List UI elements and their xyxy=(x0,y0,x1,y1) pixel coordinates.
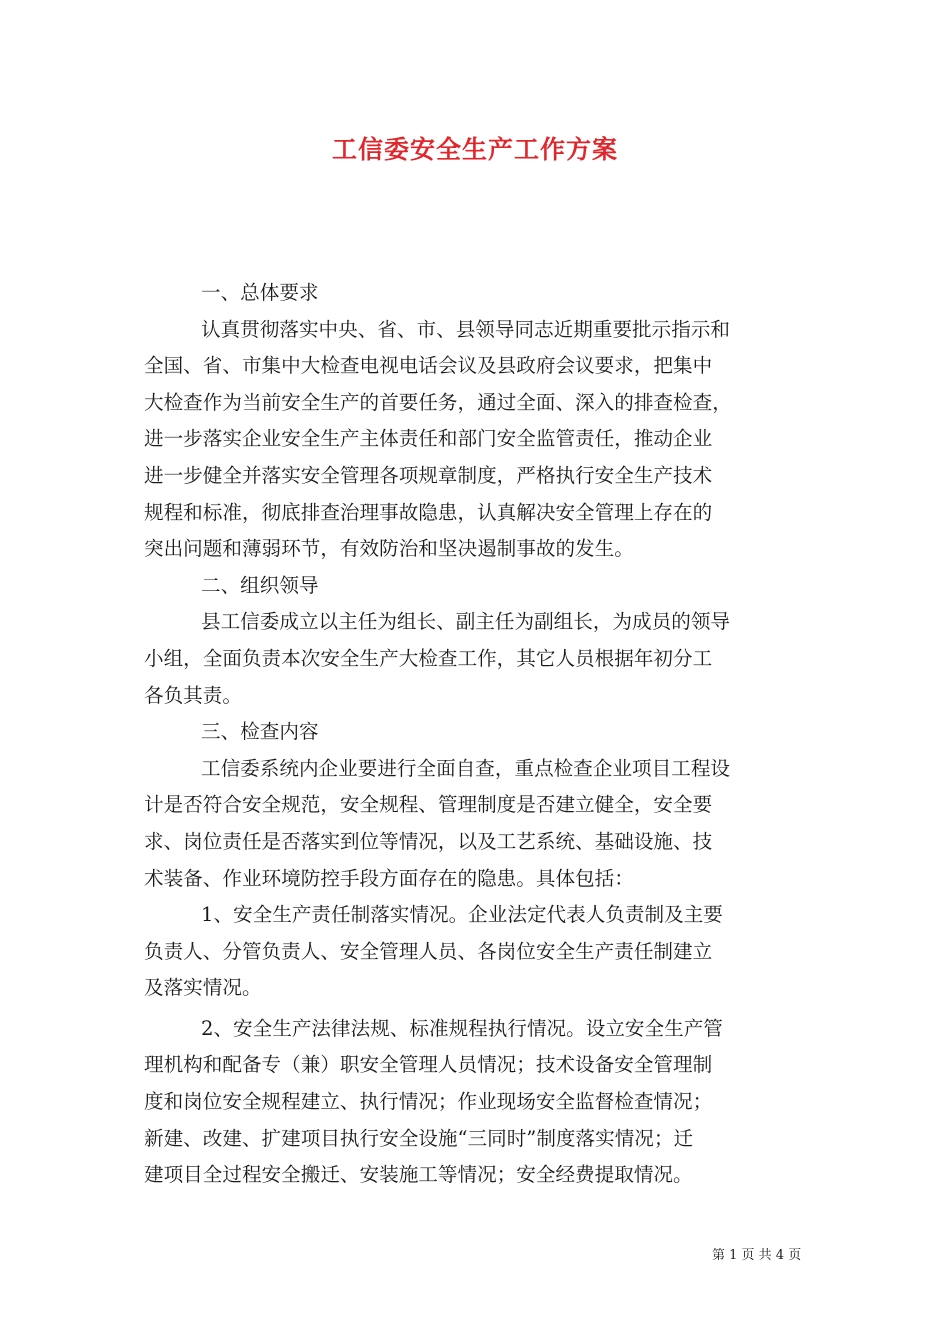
paragraph-line: 大检查作为当前安全生产的首要任务，通过全面、深入的排查检查， xyxy=(144,390,732,414)
page-number: 第 1 页 共 4 页 xyxy=(712,1248,802,1263)
list-item-line: 1、安全生产责任制落实情况。企业法定代表人负责制及主要 xyxy=(201,903,723,927)
paragraph-line: 求、岗位责任是否落实到位等情况，以及工艺系统、基础设施、技 xyxy=(144,829,713,853)
section-heading-general-requirements: 一、总体要求 xyxy=(201,281,319,304)
paragraph-line: 进一步落实企业安全生产主体责任和部门安全监管责任，推动企业 xyxy=(144,427,713,451)
list-item-line: 度和岗位安全规程建立、执行情况；作业现场安全监督检查情况； xyxy=(144,1090,713,1114)
paragraph-line: 县工信委成立以主任为组长、副主任为副组长，为成员的领导 xyxy=(201,610,731,634)
list-item-line: 理机构和配备专（兼）职安全管理人员情况；技术设备安全管理制 xyxy=(144,1053,713,1077)
list-item-line: 2、安全生产法律法规、标准规程执行情况。设立安全生产管 xyxy=(201,1016,723,1040)
paragraph-line: 工信委系统内企业要进行全面自查，重点检查企业项目工程设 xyxy=(201,756,731,780)
paragraph-line: 各负其责。 xyxy=(144,683,242,707)
list-item-line: 及落实情况。 xyxy=(144,976,262,1000)
paragraph-line: 小组，全面负责本次安全生产大检查工作，其它人员根据年初分工 xyxy=(144,646,713,670)
section-heading-organization: 二、组织领导 xyxy=(201,573,319,597)
list-item-line: 建项目全过程安全搬迁、安装施工等情况；安全经费提取情况。 xyxy=(144,1163,693,1187)
section-heading-inspection-content: 三、检查内容 xyxy=(201,720,319,744)
paragraph-line: 计是否符合安全规范，安全规程、管理制度是否建立健全，安全要 xyxy=(144,793,713,817)
paragraph-line: 术装备、作业环境防控手段方面存在的隐患。具体包括： xyxy=(144,866,634,890)
list-item-line: 负责人、分管负责人、安全管理人员、各岗位安全生产责任制建立 xyxy=(144,939,713,963)
paragraph-line: 进一步健全并落实安全管理各项规章制度，严格执行安全生产技术 xyxy=(144,463,713,487)
paragraph-line: 认真贯彻落实中央、省、市、县领导同志近期重要批示指示和 xyxy=(201,317,731,341)
list-item-line: 新建、改建、扩建项目执行安全设施“三同时”制度落实情况；迁 xyxy=(144,1126,694,1150)
paragraph-line: 突出问题和薄弱环节，有效防治和坚决遏制事故的发生。 xyxy=(144,537,634,561)
document-title: 工信委安全生产工作方案 xyxy=(331,135,618,164)
document-body xyxy=(144,275,812,1194)
paragraph-line: 规程和标准，彻底排查治理事故隐患，认真解决安全管理上存在的 xyxy=(144,500,713,524)
paragraph-line: 全国、省、市集中大检查电视电话会议及县政府会议要求，把集中 xyxy=(144,354,713,378)
